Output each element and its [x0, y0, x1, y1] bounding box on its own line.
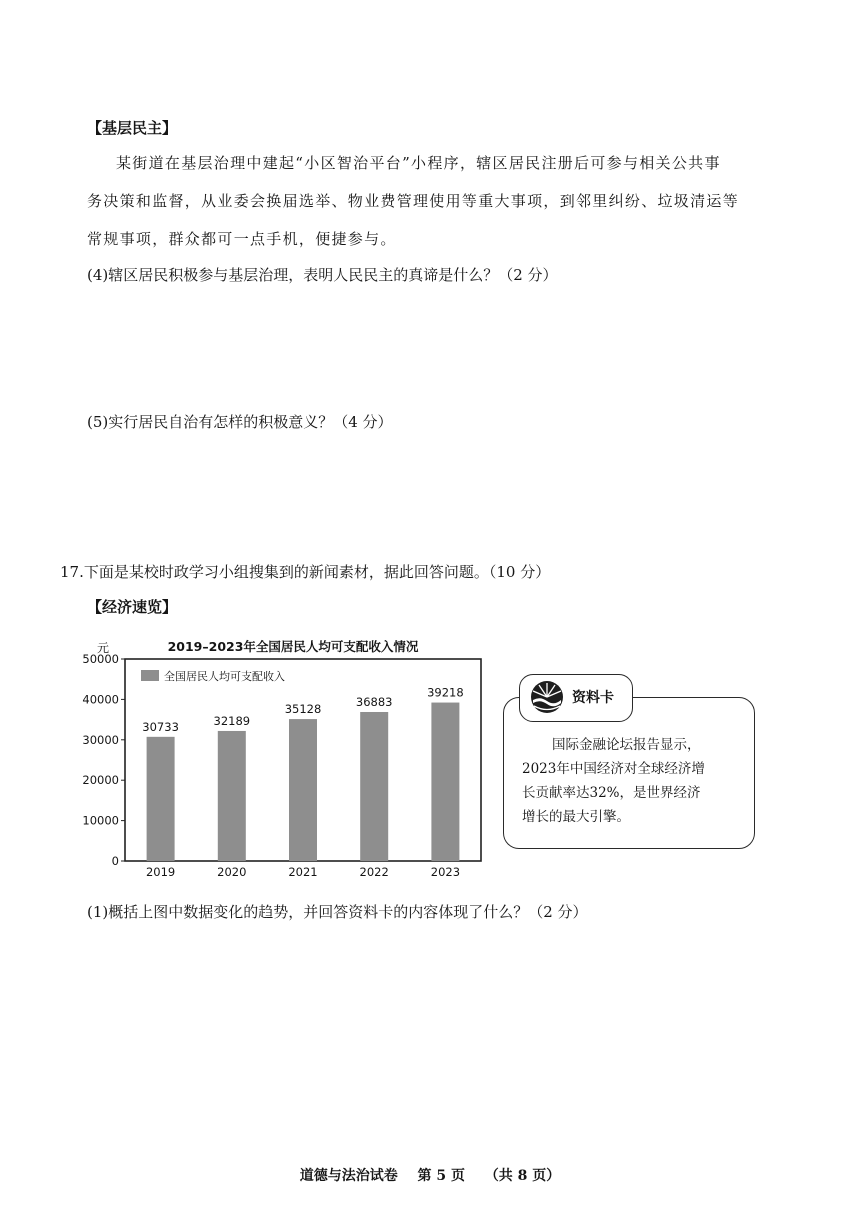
- info-card-line-2: 2023年中国经济对全球经济增: [522, 761, 705, 777]
- section-heading-economy: 【经济速览】: [87, 598, 178, 616]
- chart-title: 2019–2023年全国居民人均可支配收入情况: [167, 639, 419, 654]
- bar-2019: [147, 737, 175, 861]
- x-tick-label: 2020: [217, 865, 247, 879]
- bar-value-label: 35128: [284, 702, 322, 717]
- question-17-1: (1)概括上图中数据变化的趋势，并回答资料卡的内容体现了什么？（2 分）: [87, 903, 588, 921]
- info-card-logo-icon: [529, 680, 565, 714]
- y-axis-unit-label: 元: [96, 641, 110, 655]
- info-card-title: 资料卡: [572, 690, 614, 706]
- y-tick-label: 20000: [82, 773, 119, 788]
- x-tick-label: 2021: [288, 865, 318, 879]
- bar-value-label: 39218: [427, 685, 464, 700]
- question-5: (5)实行居民自治有怎样的积极意义？（4 分）: [87, 413, 393, 431]
- x-tick-label: 2019: [145, 865, 176, 879]
- y-tick-label: 40000: [82, 692, 119, 707]
- bar-2023: [431, 703, 459, 861]
- paragraph-line-1: 某街道在基层治理中建起“小区智治平台”小程序，辖区居民注册后可参与相关公共事: [116, 154, 721, 172]
- y-tick-label: 0: [111, 854, 119, 868]
- bar-value-label: 36883: [355, 694, 393, 709]
- legend-label: 全国居民人均可支配收入: [164, 670, 285, 683]
- y-tick-label: 50000: [82, 652, 119, 666]
- footer-total: （共 8 页）: [484, 1168, 561, 1184]
- question-17-intro: 17.下面是某校时政学习小组搜集到的新闻素材，据此回答问题。（10 分）: [60, 563, 551, 581]
- y-tick-label: 10000: [82, 813, 119, 828]
- page-footer: [0, 1166, 860, 1186]
- footer-page: 第 5 页: [417, 1168, 465, 1184]
- legend-swatch: [141, 670, 159, 681]
- footer-subject: 道德与法治试卷: [299, 1168, 398, 1184]
- paragraph-line-2: 务决策和监督，从业委会换届选举、物业费管理使用等重大事项，到邻里纠纷、垃圾清运等: [87, 192, 740, 210]
- paragraph-line-3: 常规事项，群众都可一点手机，便捷参与。: [87, 230, 397, 248]
- x-tick-label: 2023: [430, 865, 461, 879]
- bar-2020: [218, 731, 246, 861]
- bar-2022: [360, 712, 388, 861]
- x-tick-label: 2022: [359, 865, 389, 879]
- info-card-line-1: 国际金融论坛报告显示，: [552, 737, 701, 753]
- section-heading-grassroots-democracy: 【基层民主】: [87, 119, 178, 137]
- question-4: (4)辖区居民积极参与基层治理，表明人民民主的真谛是什么？（2 分）: [87, 266, 558, 284]
- bar-value-label: 30733: [142, 719, 179, 734]
- y-tick-label: 30000: [82, 732, 119, 747]
- info-card-line-4: 增长的最大引擎。: [522, 809, 630, 825]
- info-card-line-3: 长贡献率达32%，是世界经济: [522, 785, 701, 801]
- bar-value-label: 32189: [213, 713, 251, 728]
- bar-2021: [289, 719, 317, 861]
